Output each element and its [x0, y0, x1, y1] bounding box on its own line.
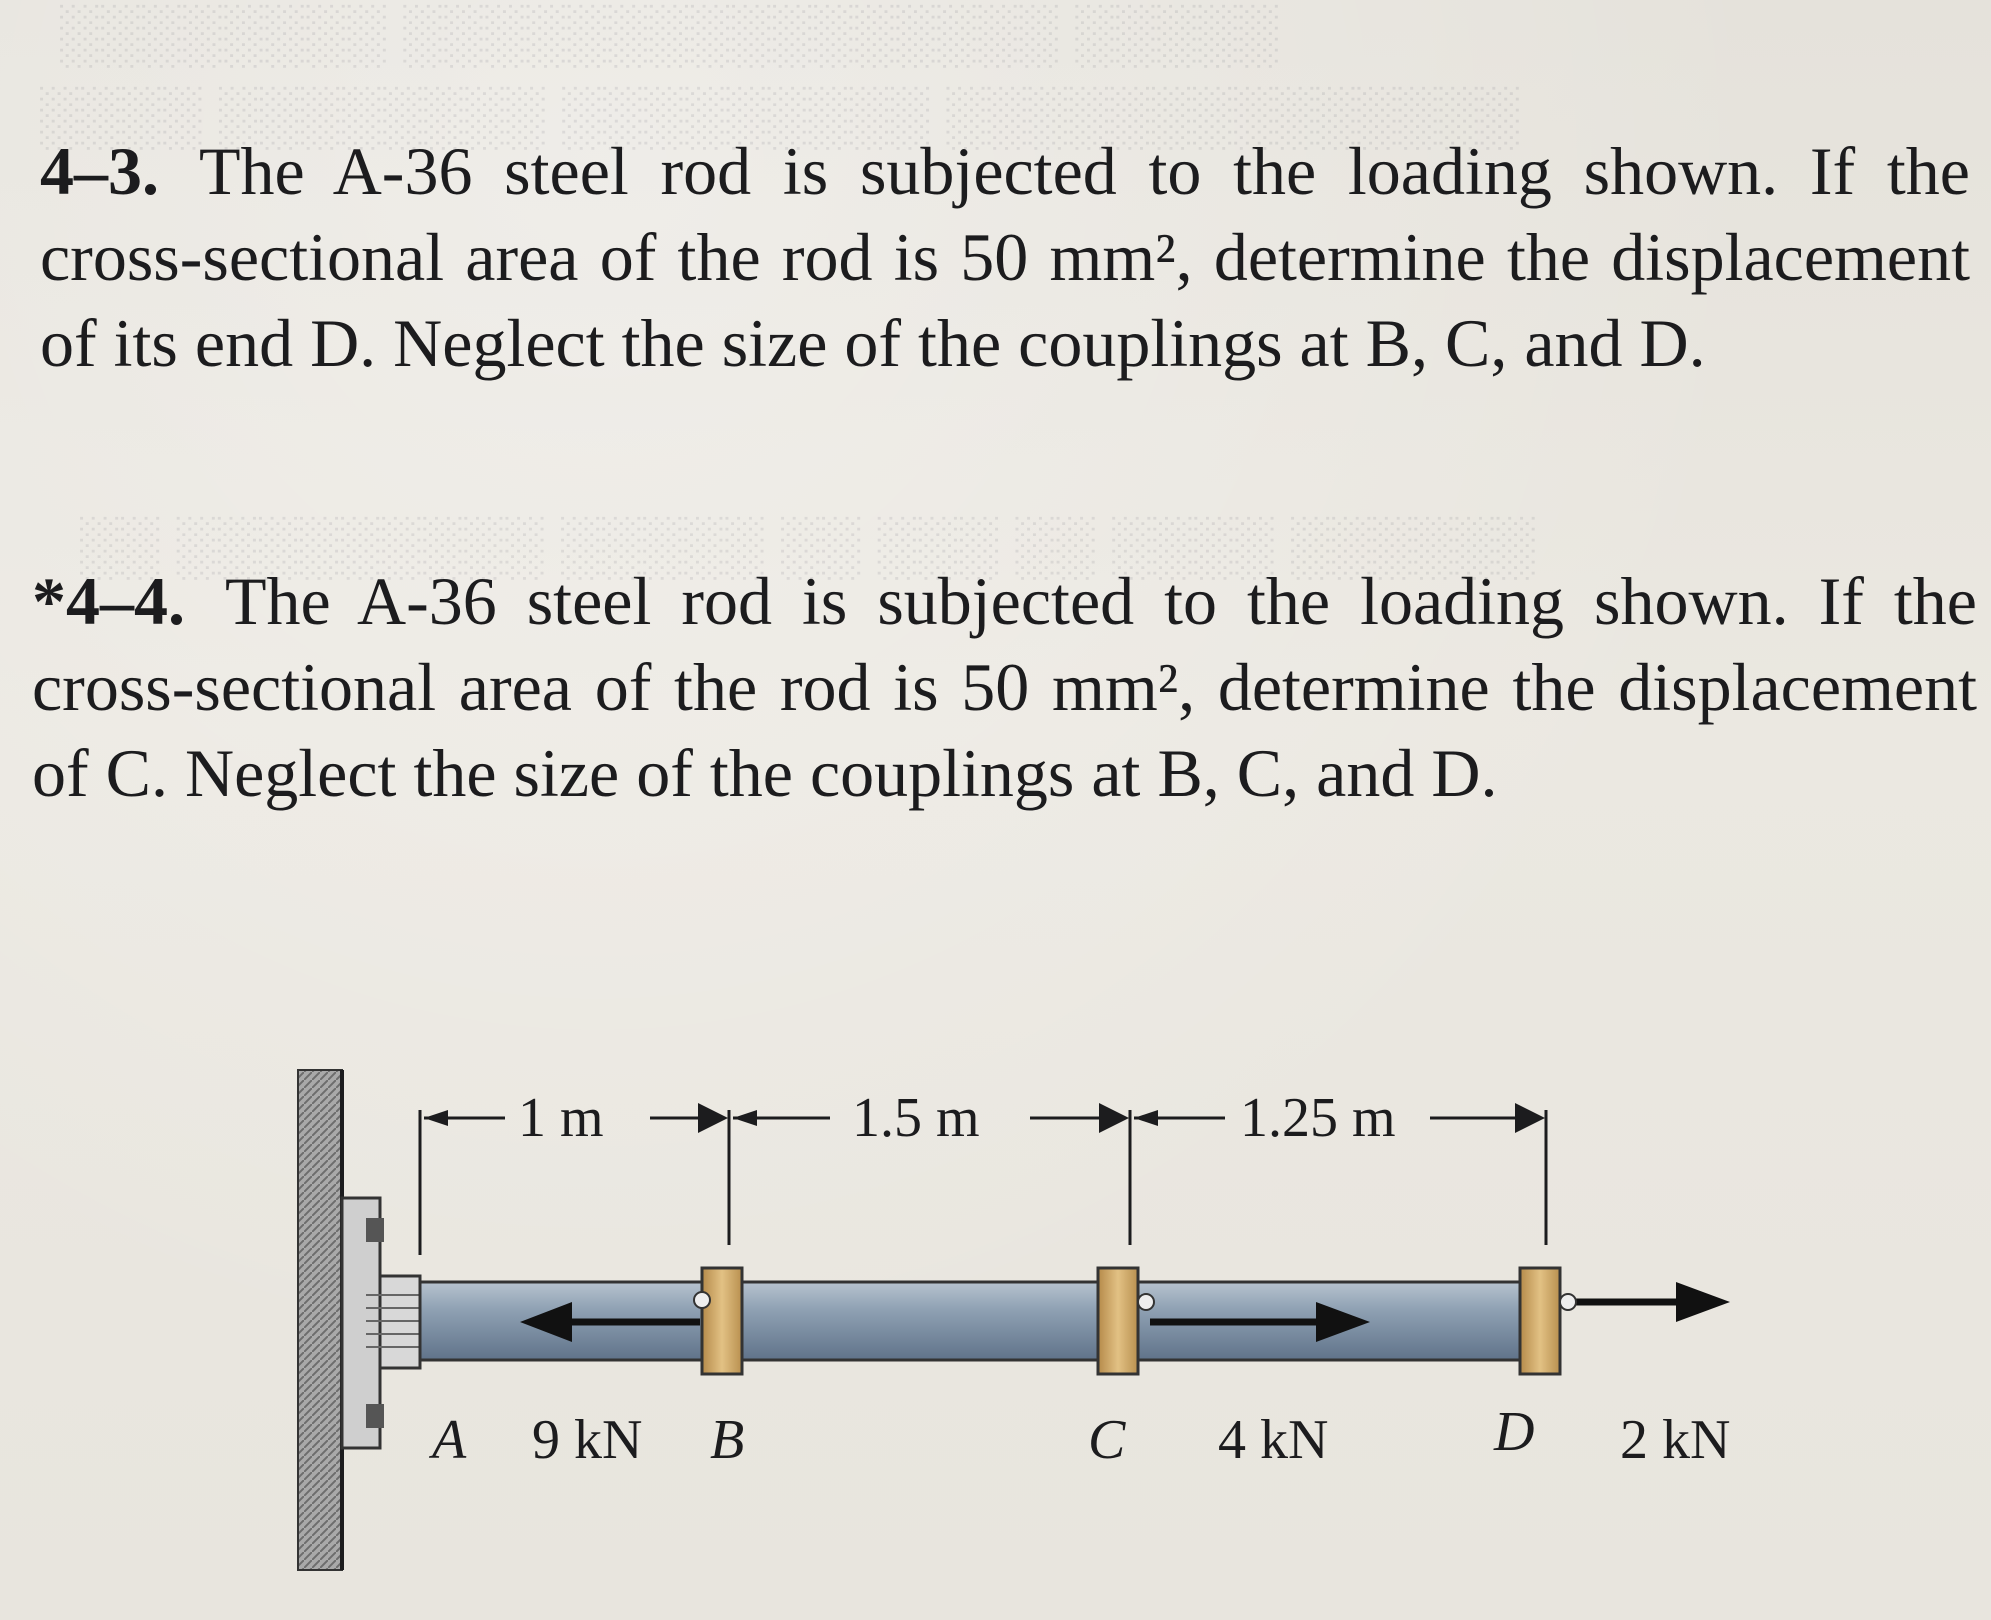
problem-4-4: [32, 558, 1977, 816]
bleed-through-text: ░░░░░░░░░░░░░░ ░░░░░░░░░ ░░░░░░░░ ░░░░: [40, 83, 1522, 148]
dimension-label-bc: 1.5 m: [852, 1087, 980, 1149]
coupling-D: [1520, 1268, 1576, 1374]
load-label-2kn: 2 kN: [1620, 1409, 1731, 1471]
rod-loading-figure: [0, 1040, 1991, 1620]
fixed-wall: [298, 1070, 342, 1570]
problem-number: *4–4.: [32, 563, 185, 639]
point-label-b: B: [710, 1409, 745, 1471]
load-label-9kn: 9 kN: [532, 1409, 643, 1471]
point-label-a: A: [432, 1409, 467, 1471]
problem-statement: The A-36 steel rod is subjected to the loading shown. If the cross-sectional area of the rod is 50 mm², determine the displacement of C. Neglect the size of the couplings at B, C, and D.: [32, 563, 1977, 811]
dimension-label-ab: 1 m: [518, 1087, 604, 1149]
load-label-4kn: 4 kN: [1218, 1409, 1329, 1471]
rod-diagram: [0, 1040, 1991, 1620]
point-label-d: D: [1494, 1401, 1535, 1463]
bleed-through-text: ░░░░░ ░░░░░░░░░░░░░░░░ ░░░░░░░░: [60, 1, 1281, 66]
bleed-through-text: ░░░░░░ ░░░░ ░░ ░░░ ░░ ░░░░░ ░░░░░░░░░ ░░: [80, 513, 1538, 578]
dimension-label-cd: 1.25 m: [1240, 1087, 1396, 1149]
wall-bracket: [342, 1198, 420, 1448]
coupling-B: [694, 1268, 742, 1374]
problem-4-3: [40, 128, 1970, 386]
problem-statement: The A-36 steel rod is subjected to the loading shown. If the cross-sectional area of the rod is 50 mm², determine the displacement of its end D. Neglect the size of the couplings at B, C, and D.: [40, 133, 1970, 381]
problem-number: 4–3.: [40, 133, 159, 209]
point-label-c: C: [1088, 1409, 1126, 1471]
